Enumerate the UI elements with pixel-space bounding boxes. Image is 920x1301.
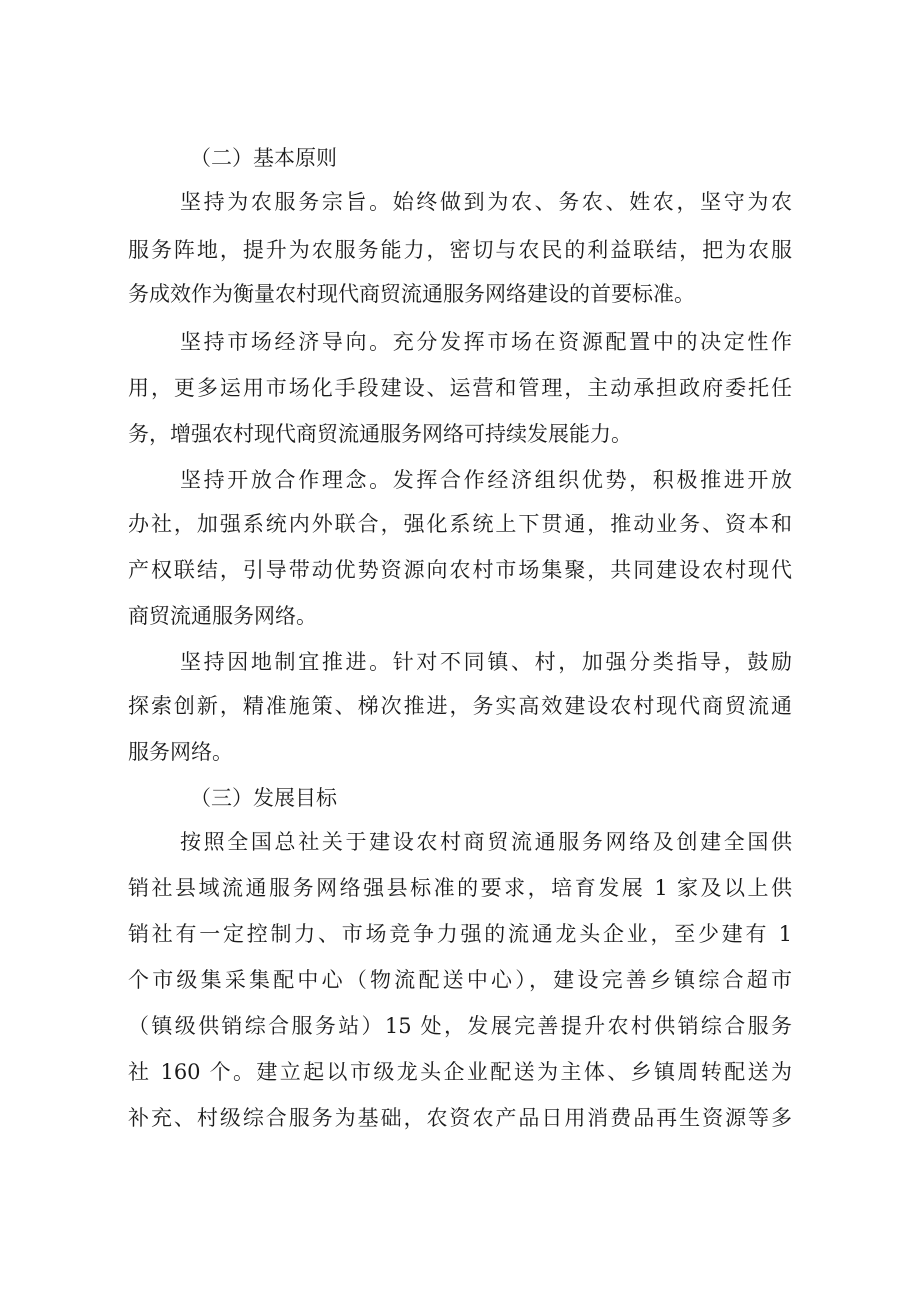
principle-3-line-4: 商贸流通服务网络。 [128,604,317,628]
goals-line-7: 补充、村级综合服务为基础，农资农产品日用消费品再生资源等多 [128,1106,792,1130]
principle-2-lead: 坚持市场经济导向。 [180,330,393,354]
principle-2-line-3: 务，增强农村现代商贸流通服务网络可持续发展能力。 [128,422,632,446]
principle-1-line-2: 服务阵地，提升为农服务能力，密切与农民的利益联结，把为农服 [128,238,792,262]
principle-3-text: 发挥合作经济组织优势，积极推进开放 [392,468,793,492]
section-heading-goals: （三）发展目标 [190,786,337,810]
goals-line-4: 个市级集采集配中心（物流配送中心），建设完善乡镇综合超市 [128,968,792,992]
principle-3-line-3: 产权联结，引导带动优势资源向农村市场集聚，共同建设农村现代 [128,558,792,582]
principle-1-line-1 [180,180,792,224]
goals-line-2: 销社县域流通服务网络强县标准的要求，培育发展 1 家及以上供 [128,876,792,900]
principle-2-line-2: 用，更多运用市场化手段建设、运营和管理，主动承担政府委托任 [128,376,792,400]
principle-4-text: 针对不同镇、村，加强分类指导，鼓励 [392,650,793,674]
principle-1-line-3: 务成效作为衡量农村现代商贸流通服务网络建设的首要标准。 [128,282,695,306]
principle-3-line-2: 办社，加强系统内外联合，强化系统上下贯通，推动业务、资本和 [128,512,792,536]
goals-line-3: 销社有一定控制力、市场竞争力强的流通龙头企业，至少建有 1 [128,922,792,946]
principle-4-line-2: 探索创新，精准施策、梯次推进，务实高效建设农村现代商贸流通 [128,694,792,718]
goals-line-6: 社 160 个。建立起以市级龙头企业配送为主体、乡镇周转配送为 [128,1060,792,1084]
principle-1-text: 始终做到为农、务农、姓农，坚守为农 [392,190,793,214]
principle-4-lead: 坚持因地制宜推进。 [180,650,393,674]
principle-1-lead: 坚持为农服务宗旨。 [180,190,393,214]
principle-2-text: 充分发挥市场在资源配置中的决定性作 [392,330,793,354]
section-heading-principles: （二）基本原则 [190,146,337,170]
principle-4-line-1 [180,640,792,684]
principle-3-lead: 坚持开放合作理念。 [180,468,393,492]
principle-4-line-3: 服务网络。 [128,740,233,764]
principle-2-line-1 [180,320,792,364]
goals-line-1: 按照全国总社关于建设农村商贸流通服务网络及创建全国供 [180,830,792,854]
principle-3-line-1 [180,458,792,502]
goals-line-5: （镇级供销综合服务站）15 处，发展完善提升农村供销综合服务 [128,1014,792,1038]
